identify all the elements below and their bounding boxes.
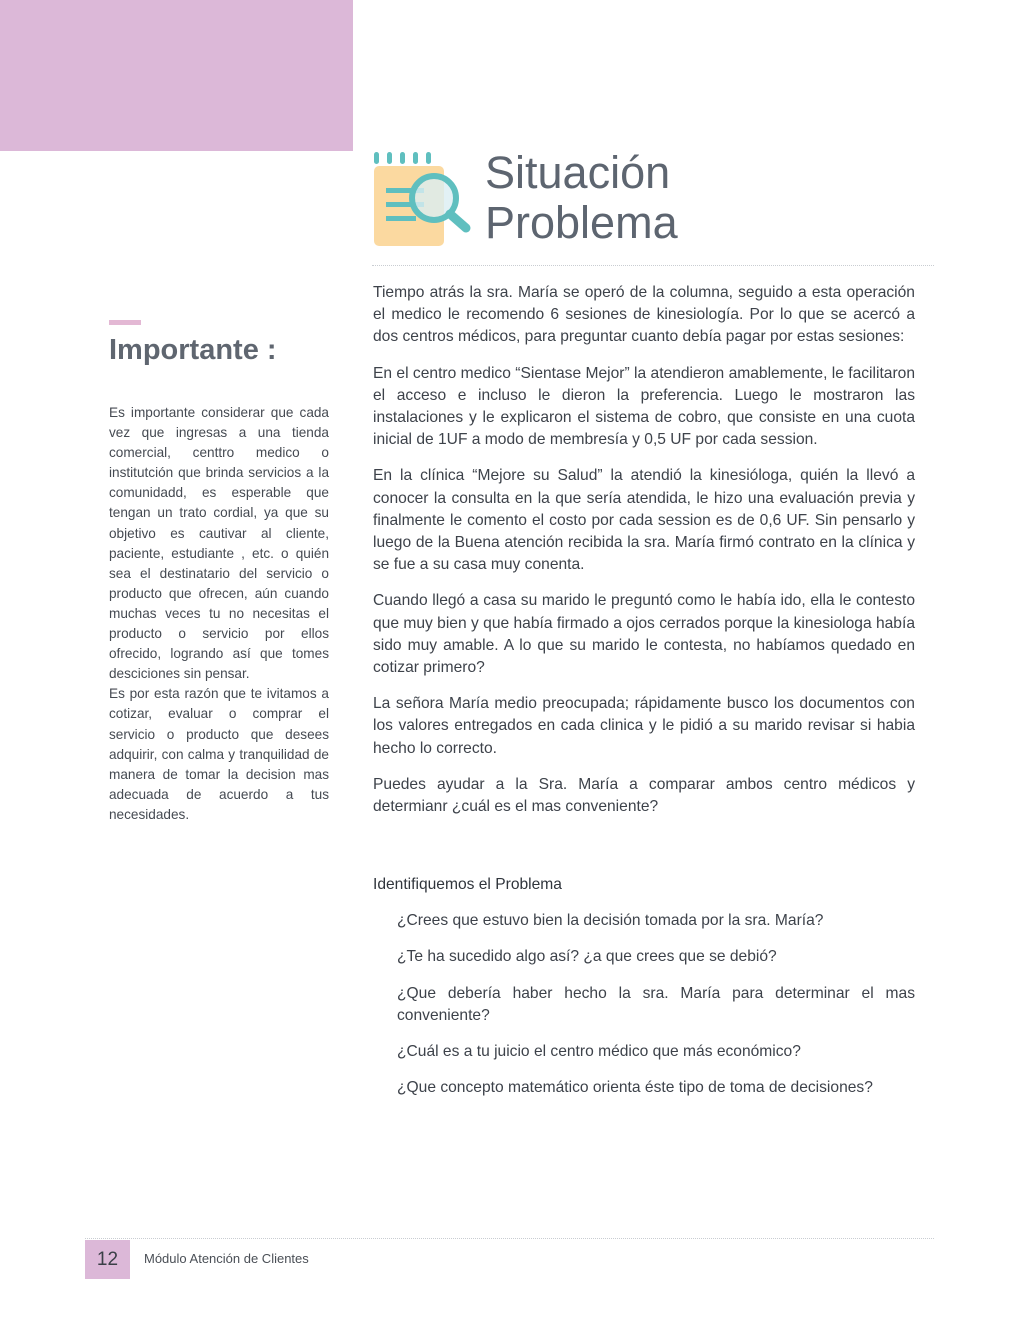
title-line-2: Problema <box>485 197 678 248</box>
question-item: ¿Te ha sucedido algo así? ¿a que crees que se debió? <box>397 948 777 966</box>
paragraph-intro: Tiempo atrás la sra. María se operó de la columna, seguido a esta operación el medico le recomendo 6 sesiones de kinesiología. Por lo que se acercó a dos centros médicos, para preguntar cuanto debía pagar por estas sesiones: <box>373 284 915 346</box>
paragraph-centro-medico: En el centro medico “Sientase Mejor” la atendieron amablemente, le facilitaron el acceso e incluso le dieron la preferencia. Luego le mostraron las instalaciones y le explicaron el sistema de cobro, que consiste en una cuota inicial de 1UF a modo de membresía y 0,5 UF por cada session. <box>373 364 915 449</box>
sidebar-accent-dash <box>109 320 141 325</box>
question-item: ¿Cuál es a tu juicio el centro médico que más económico? <box>397 1043 801 1061</box>
page-number: 12 <box>85 1240 130 1279</box>
question-list <box>373 910 915 1099</box>
paragraph-preocupada: La señora María medio preocupada; rápidamente busco los documentos con los valores entregados en cada clinica y le pidió a su marido revisar si habia hecho lo correcto. <box>373 695 915 757</box>
question-item: ¿Que debería haber hecho la sra. María para determinar el mas conveniente? <box>397 984 915 1024</box>
notepad-magnifier-icon <box>372 150 472 250</box>
title-divider <box>372 265 934 266</box>
footer-divider <box>85 1238 934 1239</box>
paragraph-pregunta: Puedes ayudar a la Sra. María a comparar ambos centro médicos y determianr ¿cuál es el mas conveniente? <box>373 775 915 816</box>
paragraph-marido: Cuando llegó a casa su marido le preguntó como le había ido, ella le contesto que muy bien y que había firmado a ojos cerrados porque la kinesiologa había sido muy amable. A lo que su marido le contesta, no habíamos quedado en cotizar primero? <box>373 592 915 677</box>
question-item: ¿Crees que estuvo bien la decisión tomada por la sra. María? <box>397 912 824 930</box>
corner-color-block <box>0 0 353 151</box>
sidebar-heading: Importante : <box>109 334 277 366</box>
section-heading: Identifiquemos el Problema <box>373 876 562 894</box>
footer-module-title: Módulo Atención de Clientes <box>144 1251 309 1266</box>
importante-sidebar <box>109 320 329 825</box>
main-content <box>373 282 915 1113</box>
title-line-1: Situación <box>485 147 671 198</box>
sidebar-body: Es importante considerar que cada vez que ingresas a una tienda comercial, centtro medico o institutción que brinda servicios a la comunidadd, es esperable que tengan un trato cordial, ya que su objetivo es cautivar al cliente, paciente, estudiante , etc. o quién sea el destinatario del servicio o producto que ofrecen, aún cuando muchas veces tu no necesitas el producto o servicio por ellos ofrecido, logrando así que tomes desciciones sin pensar. Es por esta razón que te ivitamos a cotizar, evaluar o comprar el servicio o producto que desees adquirir, con calma y tranquilidad de manera de tomar la decision mas adecuada de acuerdo a tus necesidades. <box>109 405 329 822</box>
paragraph-clinica: En la clínica “Mejore su Salud” la atendió la kinesióloga, quién la llevó a conocer la consulta en la que sería atendida, le hizo una evaluación previa y finalmente le comento el costo por cada session es de 0,6 UF. Sin pensarlo y luego de la Buena atención recibida la sra. María firmó contrato en la clínica y se fue a su casa muy conenta. <box>373 467 915 574</box>
page-title <box>485 148 678 248</box>
question-item: ¿Que concepto matemático orienta éste tipo de toma de decisiones? <box>397 1079 873 1097</box>
